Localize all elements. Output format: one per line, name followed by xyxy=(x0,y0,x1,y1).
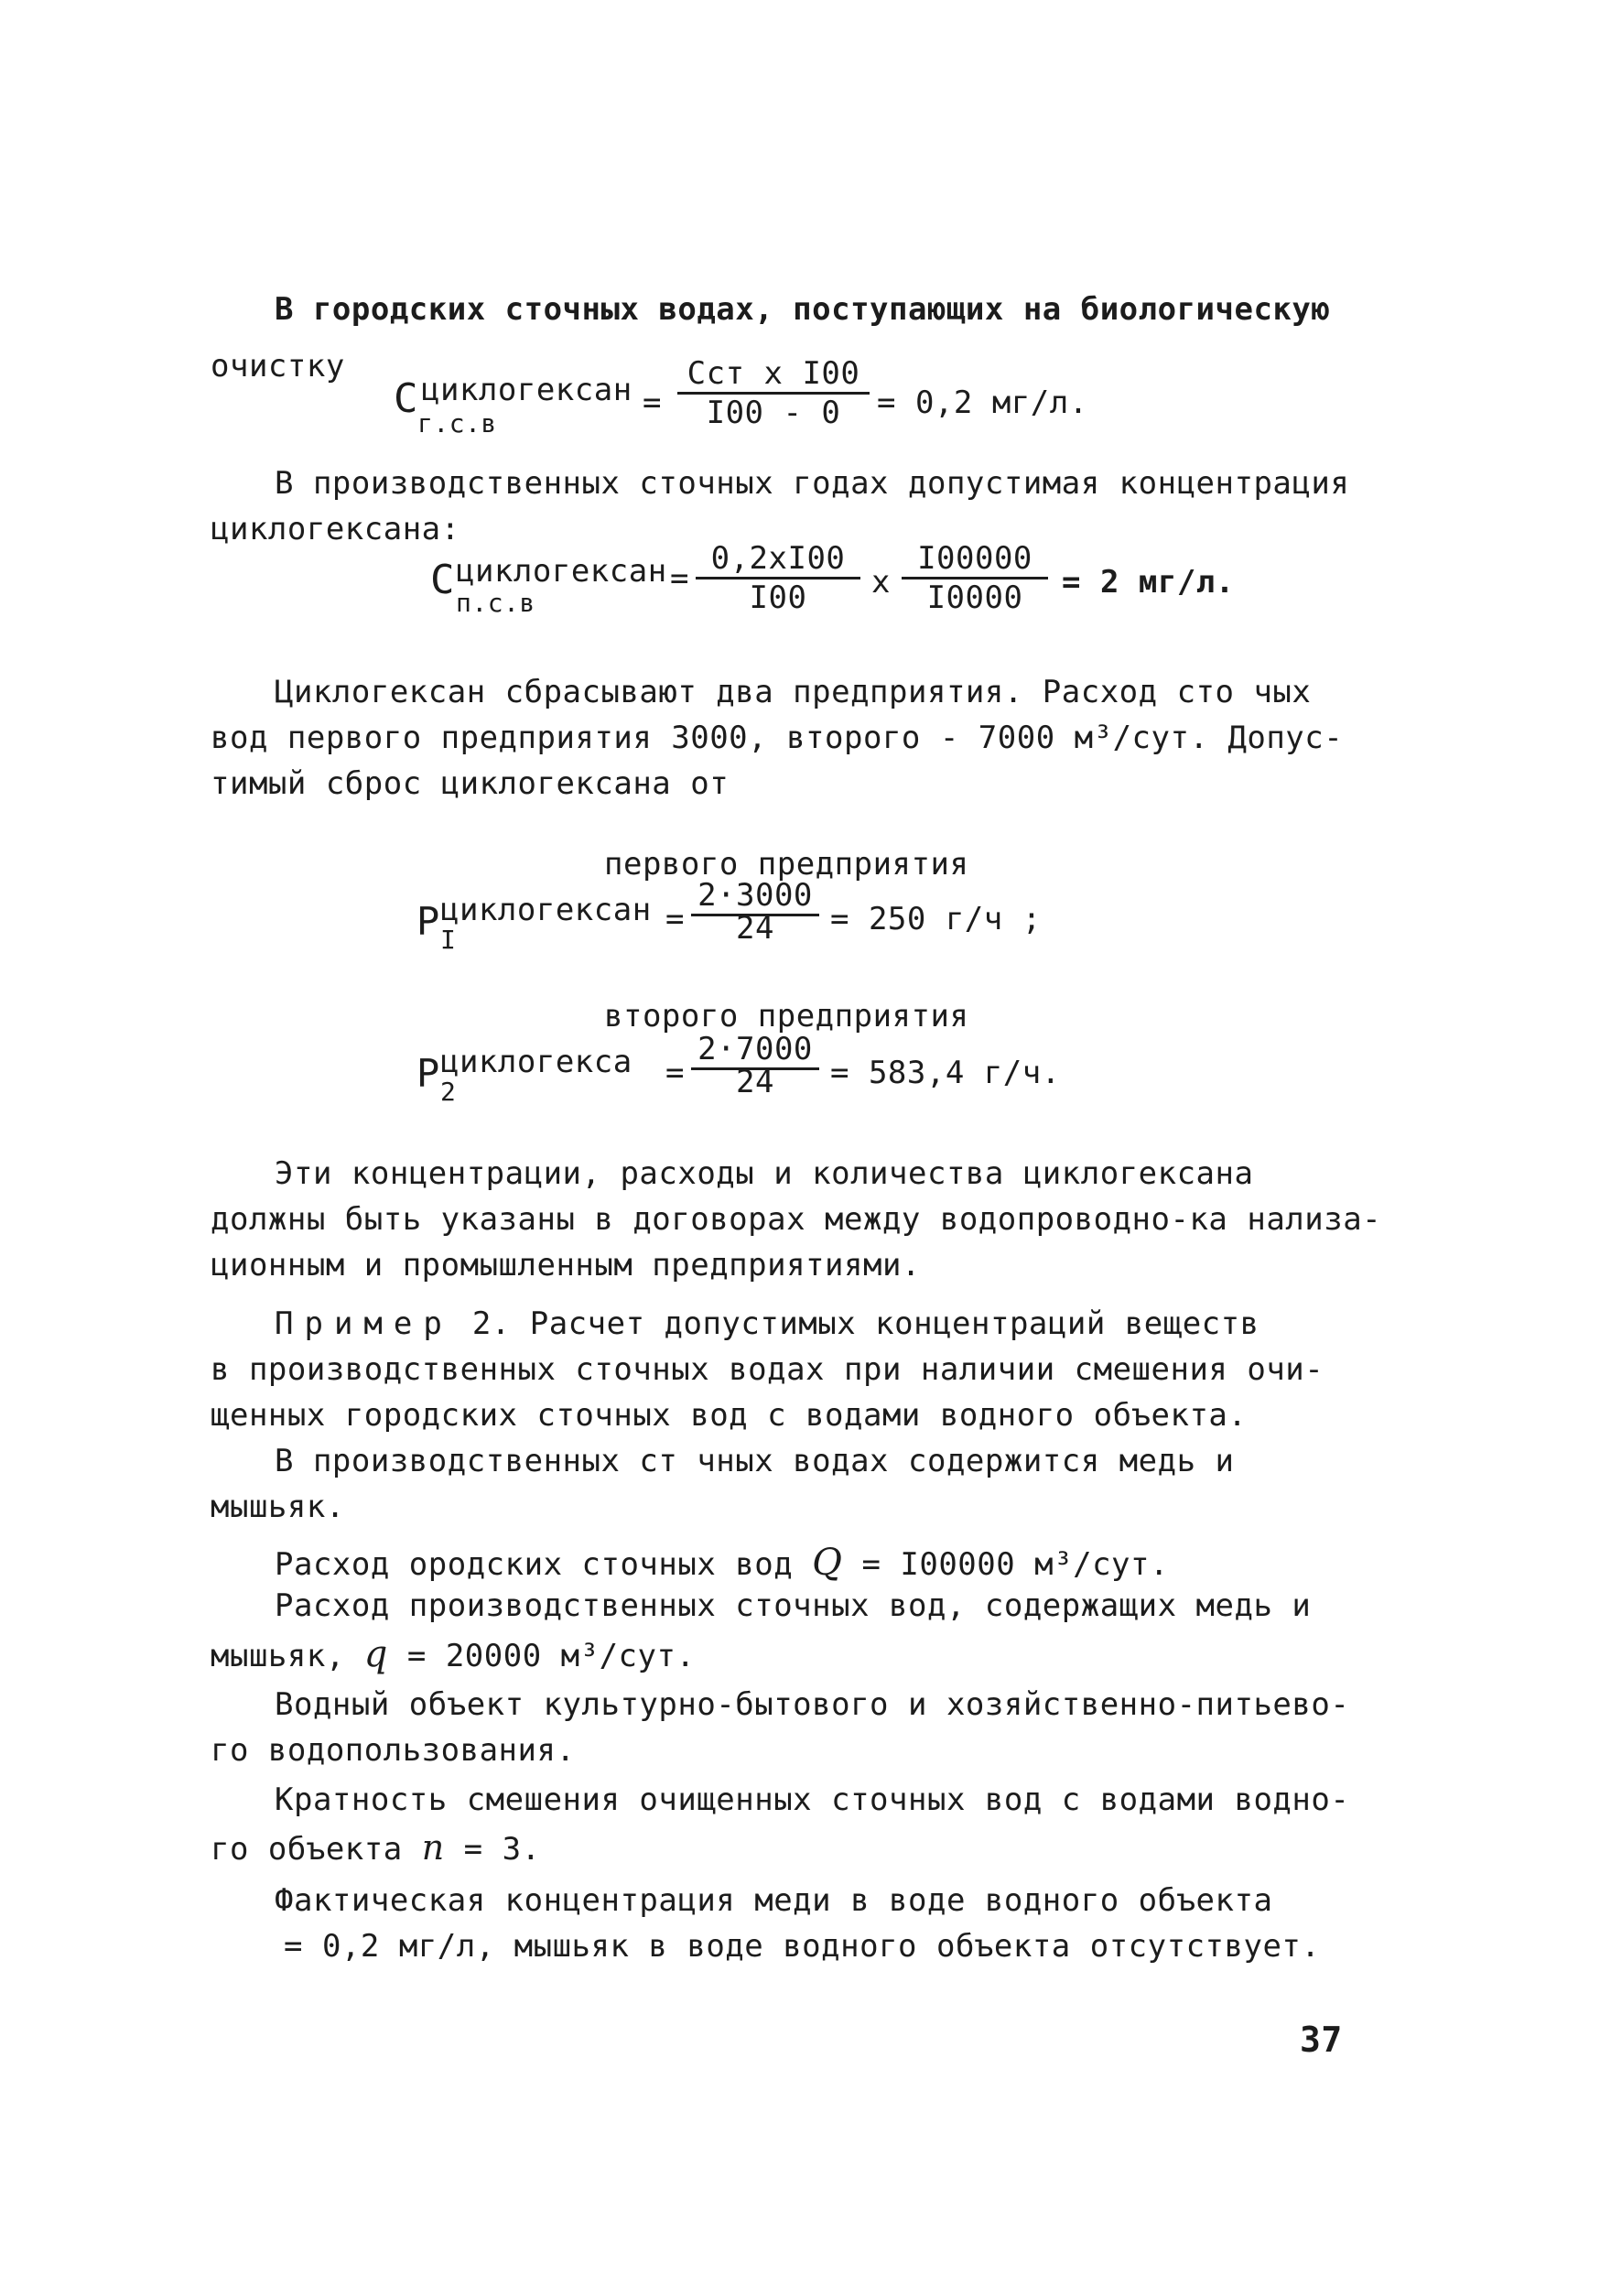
paragraph-1-line-2: очистку xyxy=(211,348,345,384)
formula-1-fraction xyxy=(677,355,870,431)
formula-1-equals: = xyxy=(643,384,662,421)
formula-4-subscript: 2 xyxy=(440,1077,457,1107)
formula-3-caption: первого предприятия xyxy=(604,846,969,883)
paragraph-3-line-3: тимый сброс циклогексана от xyxy=(211,765,730,802)
paragraph-3-line-2: вод первого предприятия 3000, второго - 7000 м³/сут. Допус- xyxy=(211,720,1344,756)
formula-4-equals: = xyxy=(665,1055,685,1091)
paragraph-4-line-2: должны быть указаны в договорах между водопроводно-ка нализа- xyxy=(211,1201,1382,1238)
paragraph-2-line-1: В производственных сточных годах допустимая концентрация xyxy=(275,465,1350,502)
formula-1-numerator: Cст x I00 xyxy=(686,355,860,392)
paragraph-8-prefix: мышьяк, xyxy=(211,1638,345,1674)
formula-4-fraction xyxy=(691,1031,819,1100)
paragraph-8-variable: q xyxy=(363,1633,388,1675)
paragraph-6-line-1: В производственных ст чных водах содержится медь и xyxy=(275,1443,1235,1479)
formula-3-result: = 250 г/ч ; xyxy=(830,901,1042,937)
formula-3-subscript: I xyxy=(440,925,457,955)
page-number: 37 xyxy=(1300,2020,1343,2060)
paragraph-5-line-2: в производственных сточных водах при наличии смешения очи- xyxy=(211,1351,1324,1388)
paragraph-5-line-1-rest: 2. Расчет допустимых концентраций веществ xyxy=(471,1305,1259,1342)
paragraph-6-line-2: мышьяк. xyxy=(211,1489,345,1525)
formula-2-result: = 2 мг/л. xyxy=(1062,564,1235,601)
formula-1-superscript: циклогексан xyxy=(421,372,632,408)
paragraph-4-line-3: ционным и промышленным предприятиями. xyxy=(211,1247,921,1283)
formula-1-denominator: I00 - 0 xyxy=(677,392,870,431)
formula-2-symbol: C xyxy=(430,557,455,603)
formula-2-fraction-2-numerator: I00000 xyxy=(917,540,1032,577)
paragraph-3-line-1: Циклогексан сбрасывают два предприятия. Расход сто чых xyxy=(275,674,1312,710)
formula-2-times: x xyxy=(871,564,891,601)
paragraph-7-suffix: = I00000 м³/сут. xyxy=(861,1546,1169,1583)
paragraph-10-line-2 xyxy=(211,1827,541,1868)
paragraph-5-line-1 xyxy=(275,1305,1259,1342)
paragraph-2-line-2: циклогексана: xyxy=(211,511,460,547)
paragraph-11-line-1: Фактическая концентрация меди в воде водного объекта xyxy=(275,1882,1273,1919)
formula-2-equals: = xyxy=(670,560,689,597)
formula-4-denominator: 24 xyxy=(691,1067,819,1094)
formula-3-numerator: 2·3000 xyxy=(697,877,813,914)
paragraph-10-variable: n xyxy=(421,1827,445,1868)
formula-1-result: = 0,2 мг/л. xyxy=(877,384,1088,421)
formula-2 xyxy=(430,531,1254,668)
formula-3-denominator: 24 xyxy=(691,914,819,940)
formula-3-symbol: P xyxy=(416,899,440,944)
paragraph-9-line-2: го водопользования. xyxy=(211,1732,576,1769)
formula-2-fraction-2 xyxy=(902,540,1048,616)
formula-4-result: = 583,4 г/ч. xyxy=(830,1055,1061,1091)
formula-4-caption: второго предприятия xyxy=(604,998,969,1034)
paragraph-8-suffix: = 20000 м³/сут. xyxy=(406,1638,696,1674)
example-label: Пример xyxy=(275,1305,453,1342)
paragraph-1-line-1: В городских сточных водах, поступающих на биологическую xyxy=(275,291,1331,328)
paragraph-7-line xyxy=(275,1542,1169,1584)
paragraph-10-prefix: го объекта xyxy=(211,1831,403,1868)
formula-4-numerator: 2·7000 xyxy=(697,1031,813,1067)
paragraph-9-line-1: Водный объект культурно-бытового и хозяйственно-питьево- xyxy=(275,1686,1350,1723)
paragraph-10-suffix: = 3. xyxy=(463,1831,541,1868)
formula-2-subscript: п.с.в xyxy=(456,588,535,618)
paragraph-8-line-2 xyxy=(211,1633,695,1675)
formula-2-fraction-1-numerator: 0,2xI00 xyxy=(710,540,846,577)
paragraph-7-prefix: Расход ородских сточных вод xyxy=(275,1546,794,1583)
formula-3-fraction xyxy=(691,877,819,947)
paragraph-10-line-1: Кратность смешения очищенных сточных вод с водами водно- xyxy=(275,1782,1350,1818)
formula-4-symbol: P xyxy=(416,1051,440,1096)
paragraph-5-line-3: щенных городских сточных вод с водами водного объекта. xyxy=(211,1397,1248,1434)
formula-2-fraction-2-denominator: I0000 xyxy=(902,577,1048,616)
formula-2-fraction-1 xyxy=(696,540,860,616)
paragraph-7-variable: Q xyxy=(812,1542,843,1584)
formula-1-symbol: C xyxy=(394,375,418,422)
formula-3-superscript: циклогексан xyxy=(440,892,652,928)
paragraph-8-line-1: Расход производственных сточных вод, содержащих медь и xyxy=(275,1587,1312,1624)
formula-2-superscript: циклогексан xyxy=(456,553,667,590)
paragraph-11-line-2: = 0,2 мг/л, мышьяк в воде водного объекта отсутствует. xyxy=(284,1928,1321,1965)
formula-4-superscript: циклогекса xyxy=(440,1044,632,1080)
formula-1-subscript: г.с.в xyxy=(417,408,497,439)
paragraph-4-line-1: Эти концентрации, расходы и количества циклогексана xyxy=(275,1155,1254,1192)
formula-3-equals: = xyxy=(665,901,685,937)
formula-4 xyxy=(416,1033,1240,1170)
formula-2-fraction-1-denominator: I00 xyxy=(696,577,860,616)
